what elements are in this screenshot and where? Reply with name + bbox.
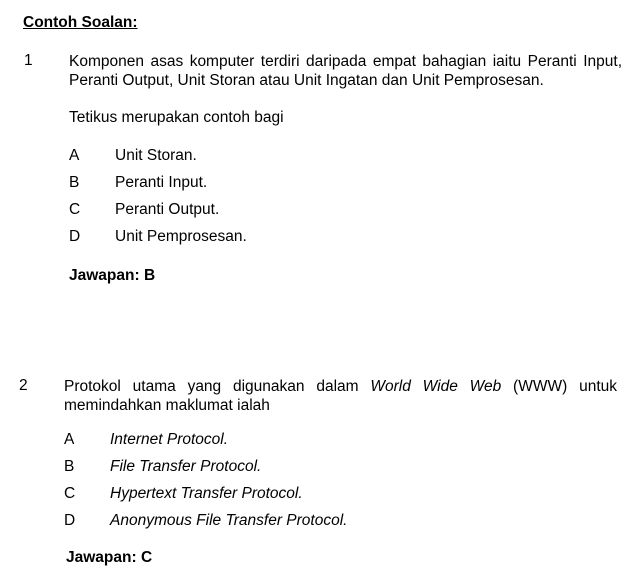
question-1-option-b-letter: B bbox=[69, 174, 80, 191]
question-1-option-c-text: Peranti Output. bbox=[115, 201, 220, 218]
question-1-option-d-text: Unit Pemprosesan. bbox=[115, 228, 247, 245]
question-1-option-a-text: Unit Storan. bbox=[115, 147, 197, 164]
question-1-text-line2: Peranti Output, Unit Storan atau Unit Ingatan dan Unit Pemprosesan. bbox=[69, 72, 544, 89]
question-1-option-d-letter: D bbox=[69, 228, 81, 245]
question-1-option-c-letter: C bbox=[69, 201, 81, 218]
question-2-text-line1-italic: World Wide Web bbox=[370, 378, 502, 395]
question-1-option-a-letter: A bbox=[69, 147, 80, 164]
question-1-number: 1 bbox=[24, 52, 33, 69]
question-2-option-c-letter: C bbox=[64, 485, 76, 502]
question-1-answer: Jawapan: B bbox=[69, 267, 156, 284]
question-2-answer: Jawapan: C bbox=[66, 549, 153, 566]
question-1-text bbox=[69, 52, 622, 90]
question-2-option-d-letter: D bbox=[64, 512, 76, 529]
question-2-option-c-text: Hypertext Transfer Protocol. bbox=[110, 485, 303, 502]
question-2-option-d-text: Anonymous File Transfer Protocol. bbox=[110, 512, 348, 529]
question-2-option-a-text: Internet Protocol. bbox=[110, 431, 229, 448]
question-2-text bbox=[64, 377, 617, 415]
question-1-option-b-text: Peranti Input. bbox=[115, 174, 208, 191]
question-2-option-a-letter: A bbox=[64, 431, 75, 448]
page-heading: Contoh Soalan: bbox=[23, 14, 138, 31]
question-1-stem: Tetikus merupakan contoh bagi bbox=[69, 109, 284, 126]
question-2-number: 2 bbox=[19, 377, 28, 394]
question-2-text-line2: memindahkan maklumat ialah bbox=[64, 397, 270, 414]
question-2-text-line1-pre: Protokol utama yang digunakan dalam bbox=[64, 378, 371, 395]
question-2-option-b-letter: B bbox=[64, 458, 75, 475]
question-2-option-b-text: File Transfer Protocol. bbox=[110, 458, 262, 475]
question-1-text-line1: Komponen asas komputer terdiri daripada empat bahagian iaitu Peranti Input, bbox=[69, 53, 622, 70]
question-2-text-line1 bbox=[64, 377, 617, 396]
question-2-text-line1-post: (WWW) untuk bbox=[501, 378, 618, 395]
